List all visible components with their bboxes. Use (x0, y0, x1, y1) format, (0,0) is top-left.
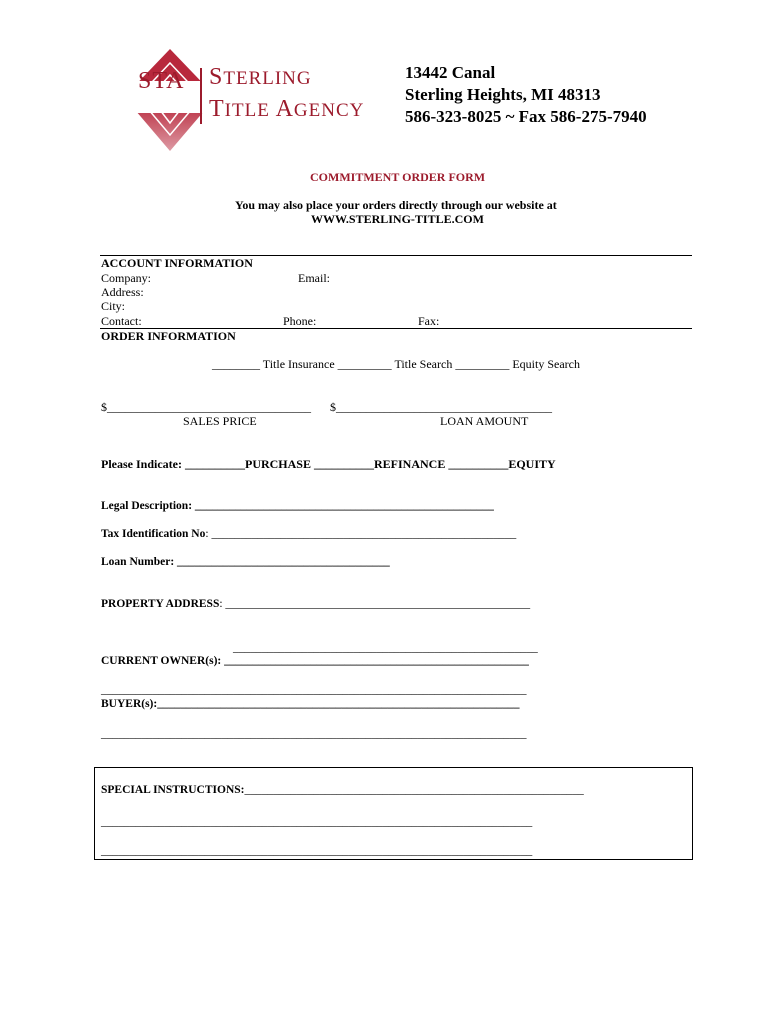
account-heading: ACCOUNT INFORMATION (101, 256, 253, 270)
special-instructions-line2[interactable]: ___________________________________________________________________________ (101, 816, 533, 828)
buyer-field[interactable]: BUYER(s):_______________________________________________________________ (101, 698, 520, 710)
phone-label: Phone: (283, 314, 317, 328)
logo-name-line1: STERLING (209, 64, 312, 90)
website-link[interactable]: WWW.STERLING-TITLE.COM (311, 212, 484, 226)
address-label: Address: (101, 285, 144, 299)
form-title: COMMITMENT ORDER FORM (310, 170, 486, 184)
loan-number-field[interactable]: Loan Number: _____________________________________ (101, 556, 390, 568)
contact-label: Contact: (101, 314, 142, 328)
legal-description-field[interactable]: Legal Description: ____________________________________________________ (101, 500, 494, 512)
buyer-line2[interactable]: __________________________________________________________________________ (101, 728, 527, 740)
intro-line1: You may also place your orders directly through our website at (235, 198, 557, 212)
current-owner-field[interactable]: CURRENT OWNER(s): _____________________________________________________ (101, 655, 529, 667)
logo-mark: STA (138, 68, 185, 94)
property-address-line2[interactable]: _____________________________________________________ (233, 642, 538, 654)
sales-price-field[interactable]: $__________________________________ (101, 400, 311, 414)
transaction-type-options[interactable]: Please Indicate: __________PURCHASE __________REFINANCE __________EQUITY (101, 457, 556, 471)
loan-amount-label: LOAN AMOUNT (440, 414, 529, 428)
order-heading: ORDER INFORMATION (101, 329, 236, 343)
sales-price-label: SALES PRICE (183, 414, 257, 428)
loan-amount-field[interactable]: $____________________________________ (330, 400, 552, 414)
service-options[interactable]: ________ Title Insurance _________ Title Search _________ Equity Search (212, 357, 580, 371)
property-address-field[interactable]: PROPERTY ADDRESS: _____________________________________________________ (101, 598, 531, 610)
special-instructions-line3[interactable]: ___________________________________________________________________________ (101, 845, 533, 857)
logo-divider (200, 68, 202, 124)
special-instructions-field[interactable]: SPECIAL INSTRUCTIONS:___________________________________________________________ (101, 784, 584, 796)
city-label: City: (101, 299, 126, 313)
address-phones: 586-323-8025 ~ Fax 586-275-7940 (405, 107, 647, 126)
fax-label: Fax: (418, 314, 440, 328)
tax-id-field[interactable]: Tax Identification No: _____________________________________________________ (101, 528, 517, 540)
company-label: Company: (101, 271, 151, 285)
logo-diamond (122, 47, 218, 153)
address-street: 13442 Canal (405, 63, 496, 82)
address-city: Sterling Heights, MI 48313 (405, 85, 601, 104)
logo-name-line2: TITLE AGENCY (209, 96, 365, 122)
email-label: Email: (298, 271, 330, 285)
current-owner-line2[interactable]: __________________________________________________________________________ (101, 684, 527, 696)
